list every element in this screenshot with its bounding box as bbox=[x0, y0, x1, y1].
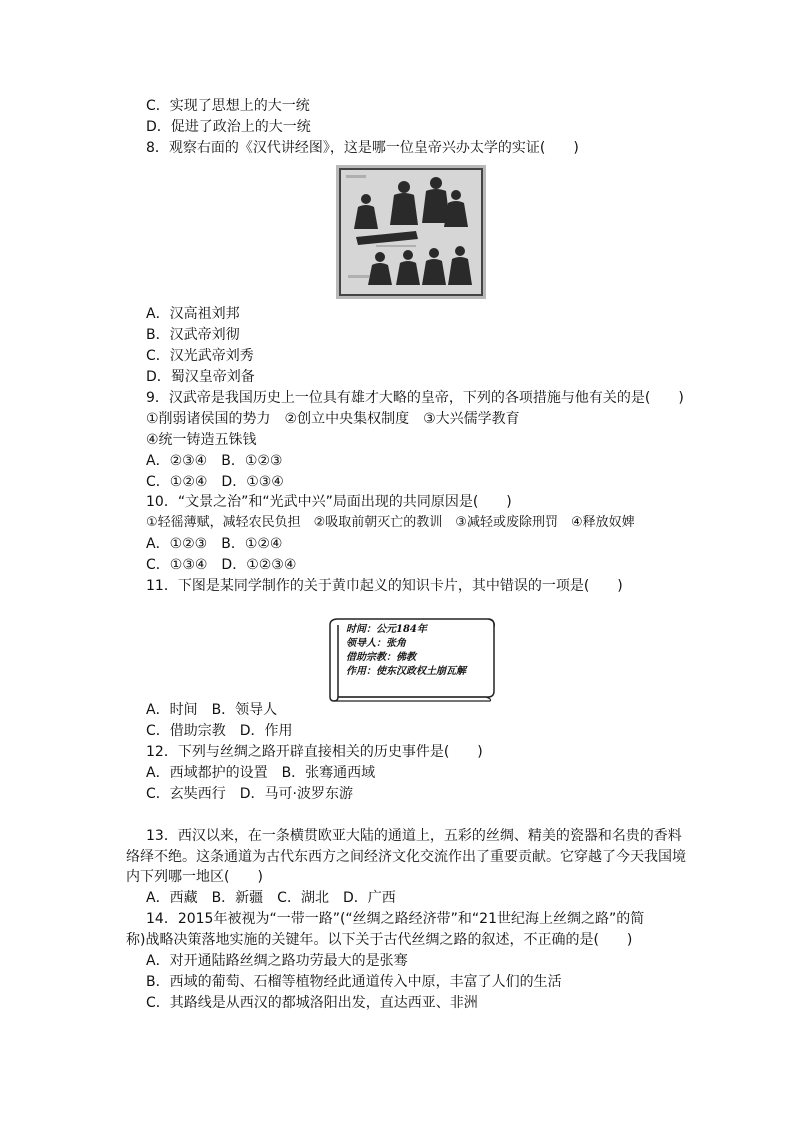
q8-option-b: B．汉武帝刘彻 bbox=[146, 327, 240, 343]
yellow-turban-knowledge-card bbox=[326, 613, 498, 703]
q14-option-b: B．西域的葡萄、石榴等植物经此通道传入中原，丰富了人们的生活 bbox=[146, 974, 562, 990]
q11-stem: 11．下图是某同学制作的关于黄巾起义的知识卡片，其中错误的一项是( ) bbox=[146, 578, 623, 594]
q8-stem: 8．观察右面的《汉代讲经图》，这是哪一位皇帝兴办太学的实证( ) bbox=[146, 140, 579, 156]
card-leader: 领导人：张角 bbox=[346, 638, 406, 649]
q8-option-d: D．蜀汉皇帝刘备 bbox=[146, 369, 255, 385]
q13-stem-3: 内下列哪一地区( ) bbox=[126, 869, 263, 885]
q14-option-a: A．对开通陆路丝绸之路功劳最大的是张骞 bbox=[146, 953, 408, 969]
q9-items-2: ④统一铸造五铢钱 bbox=[146, 432, 257, 448]
q7-option-d: D．促进了政治上的大一统 bbox=[146, 119, 311, 135]
q9-items-1: ①削弱诸侯国的势力 ②创立中央集权制度 ③大兴儒学教育 bbox=[146, 411, 520, 427]
q13-options: A．西藏 B．新疆 C．湖北 D．广西 bbox=[146, 890, 396, 906]
q10-items: ①轻徭薄赋，减轻农民负担 ②吸取前朝灭亡的教训 ③减轻或废除刑罚 ④释放奴婢 bbox=[146, 515, 635, 530]
q10-options-cd: C．①③④ D．①②③④ bbox=[146, 557, 297, 573]
card-religion: 借助宗教：佛教 bbox=[346, 652, 416, 663]
q9-options-ab: A．②③④ B．①②③ bbox=[146, 453, 283, 469]
q13-stem-1: 13．西汉以来，在一条横贯欧亚大陆的通道上，五彩的丝绸、精美的瓷器和名贵的香料 bbox=[146, 828, 682, 844]
q8-option-a: A．汉高祖刘邦 bbox=[146, 306, 240, 322]
q14-stem-2: 称)战略决策落地实施的关键年。以下关于古代丝绸之路的叙述，不正确的是( ) bbox=[126, 932, 633, 948]
han-lecture-rubbing-image bbox=[336, 165, 486, 299]
q12-stem: 12．下列与丝绸之路开辟直接相关的历史事件是( ) bbox=[146, 744, 483, 760]
q14-stem-1: 14．2015年被视为“一带一路”(“丝绸之路经济带”和“21世纪海上丝绸之路”的简 bbox=[146, 911, 645, 927]
card-effect: 作用：使东汉政权土崩瓦解 bbox=[346, 666, 466, 677]
q9-options-cd: C．①②④ D．①③④ bbox=[146, 474, 284, 490]
q8-option-c: C．汉光武帝刘秀 bbox=[146, 348, 254, 364]
q7-option-c: C．实现了思想上的大一统 bbox=[146, 98, 310, 114]
q11-options-cd: C．借助宗教 D．作用 bbox=[146, 723, 293, 739]
q13-stem-2: 络绎不绝。这条通道为古代东西方之间经济文化交流作出了重要贡献。它穿越了今天我国境 bbox=[126, 849, 686, 865]
q9-stem: 9．汉武帝是我国历史上一位具有雄才大略的皇帝，下列的各项措施与他有关的是( ) bbox=[146, 390, 684, 406]
card-time: 时间：公元184年 bbox=[346, 624, 427, 635]
q14-option-c: C．其路线是从西汉的都城洛阳出发，直达西亚、非洲 bbox=[146, 995, 478, 1011]
q11-options-ab: A．时间 B．领导人 bbox=[146, 702, 278, 718]
q10-options-ab: A．①②③ B．①②④ bbox=[146, 536, 283, 552]
q10-stem: 10．“文景之治”和“光武中兴”局面出现的共同原因是( ) bbox=[146, 494, 512, 510]
q12-options-cd: C．玄奘西行 D．马可·波罗东游 bbox=[146, 786, 354, 802]
q12-options-ab: A．西域都护的设置 B．张骞通西域 bbox=[146, 765, 376, 781]
